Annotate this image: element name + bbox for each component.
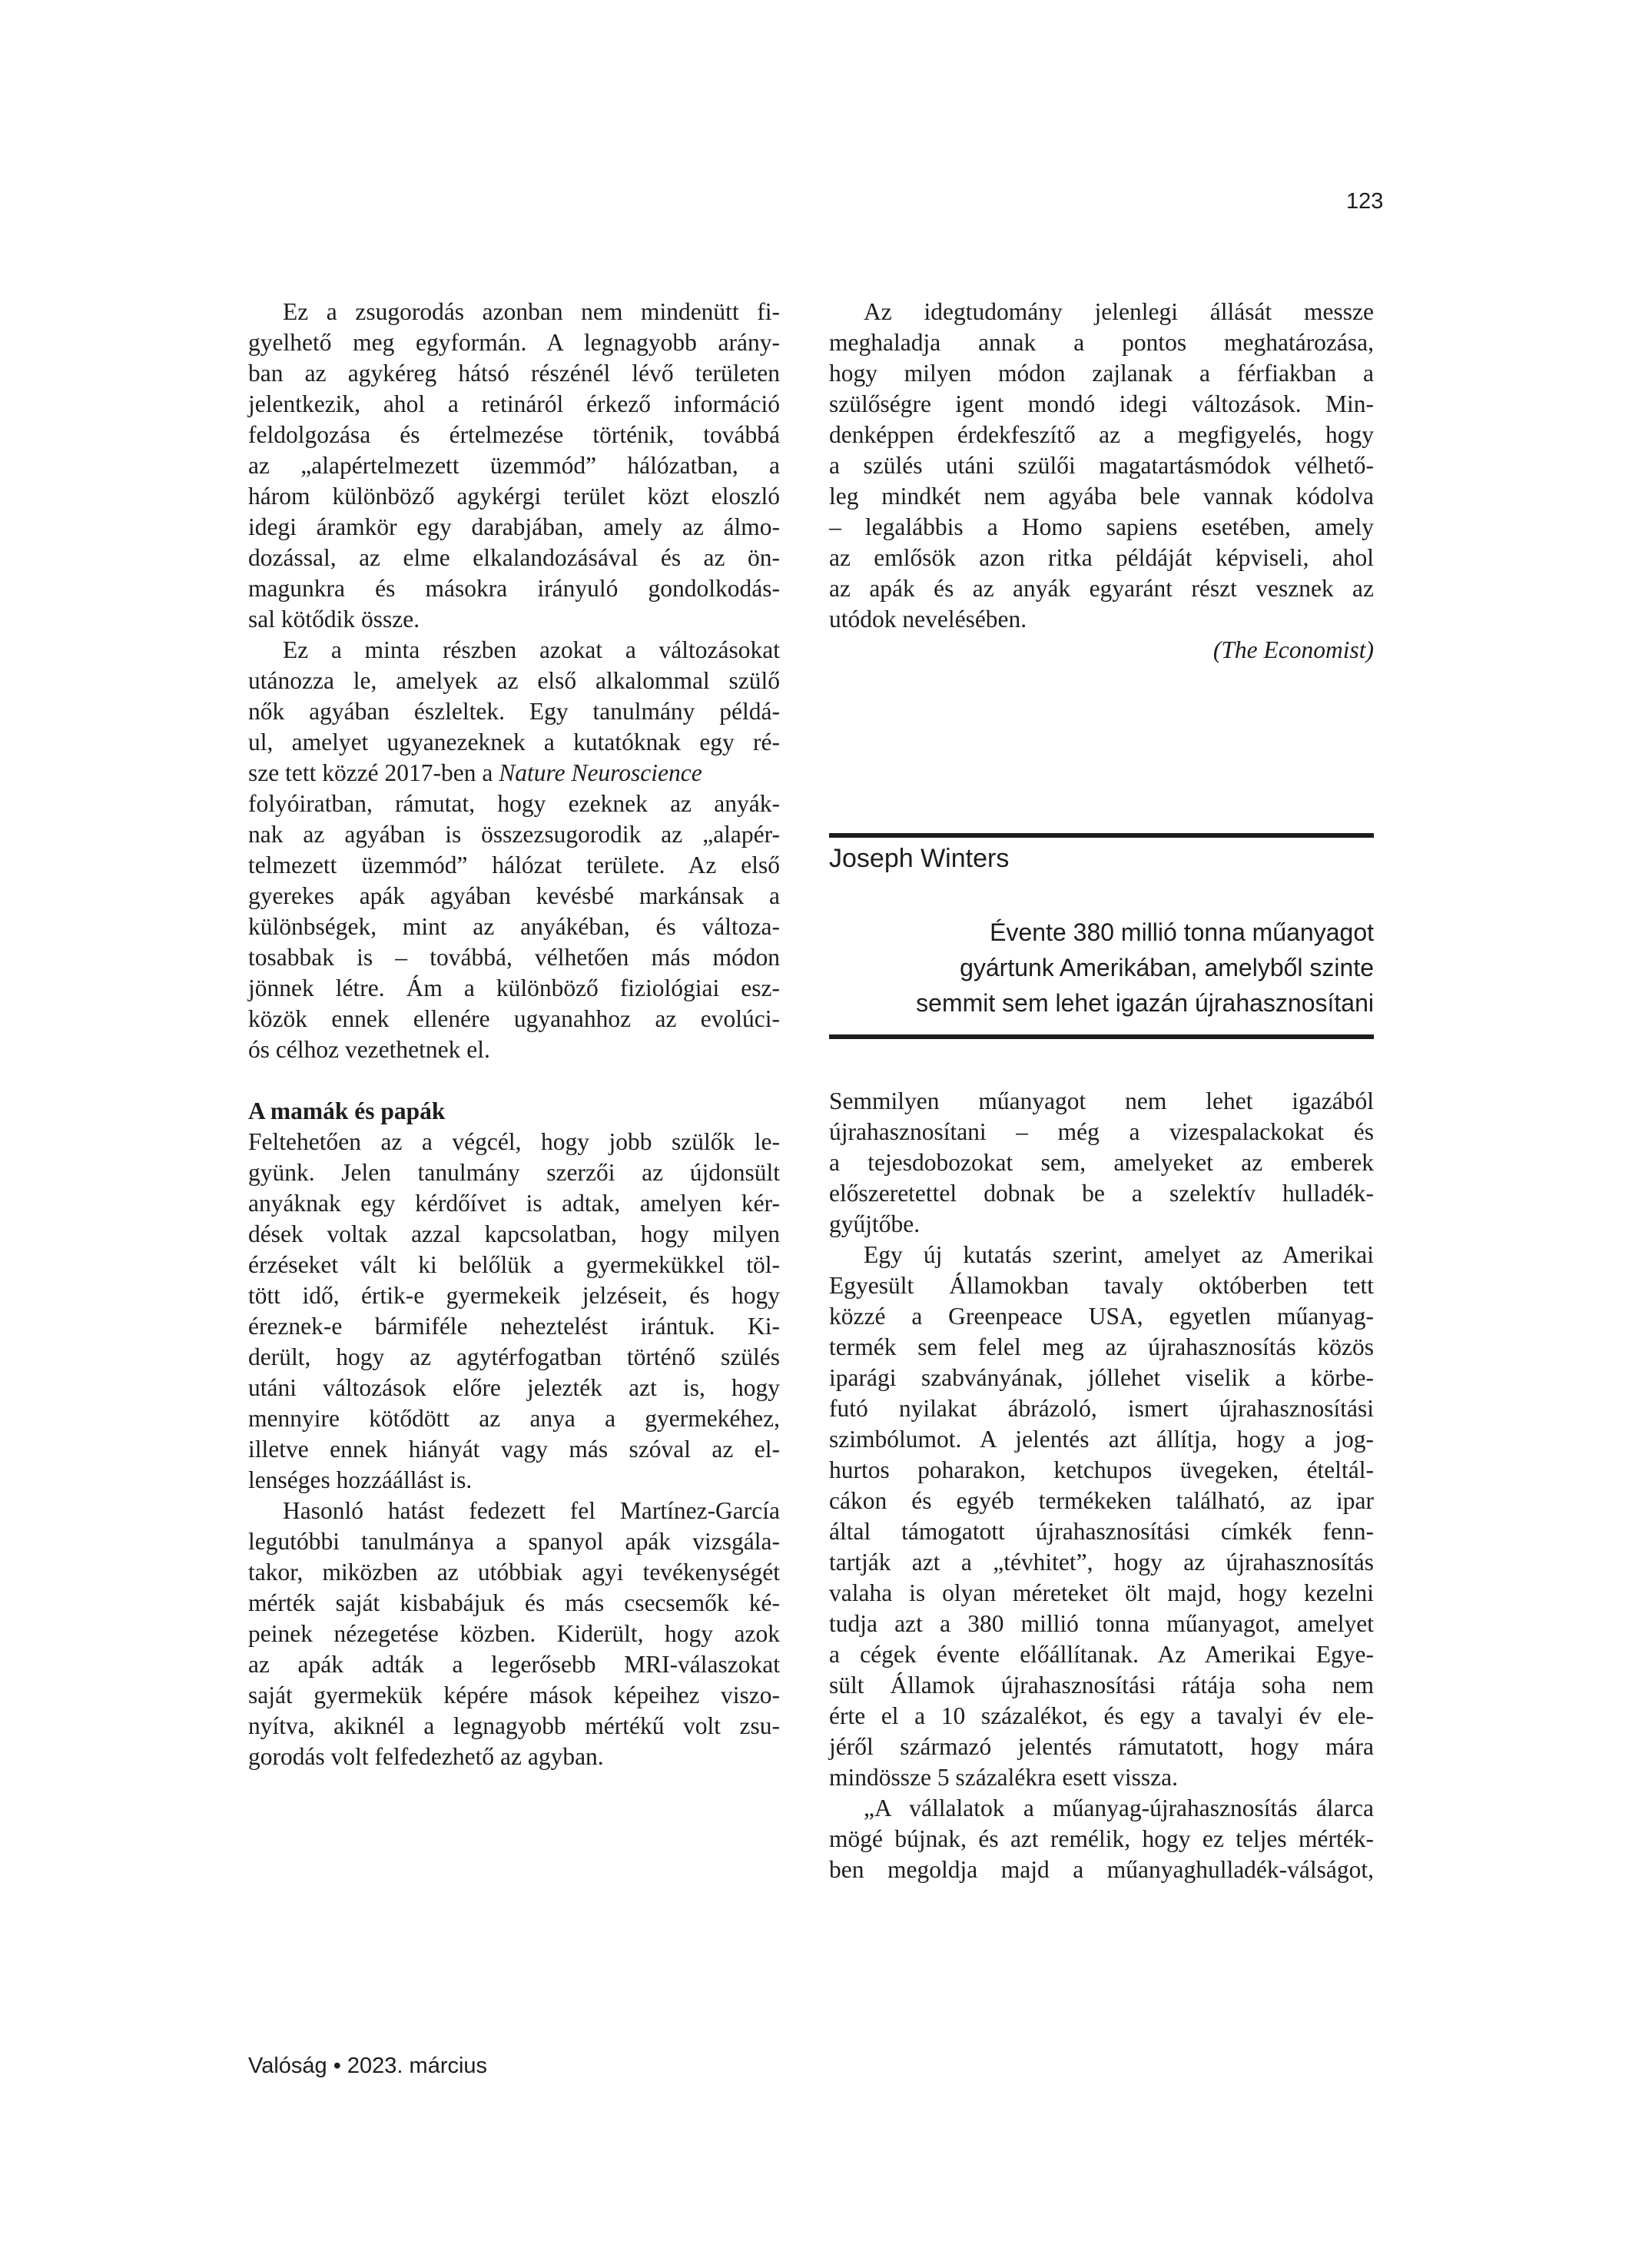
text-line: nyítva, akiknél a legnagyobb mértékű volt zsu- (248, 1712, 780, 1739)
text-line: tudja azt a 380 millió tonna műanyagot, amelyet (829, 1610, 1374, 1637)
text-line: a tejesdobozokat sem, amelyeket az emberek (829, 1149, 1374, 1176)
text-line: Semmilyen műanyagot nem lehet igazából (829, 1088, 1374, 1114)
subtitle-line: semmit sem lehet igazán újrahasznosítani (916, 989, 1374, 1017)
text-line: Egy új kutatás szerint, amelyet az Amerikai (864, 1241, 1374, 1268)
text-line: gyűjtőbe. (829, 1210, 920, 1237)
text-line: termék sem felel meg az újrahasznosítás közös (829, 1333, 1374, 1360)
text-line: derült, hogy az agytérfogatban történő szülés (248, 1343, 780, 1370)
text-line: lenséges hozzáállást is. (248, 1466, 473, 1493)
text-line: tartják azt a „tévhitet”, hogy az újrahasznosítás (829, 1549, 1374, 1576)
right-column (829, 297, 1374, 666)
source-citation: (The Economist) (1212, 636, 1374, 663)
text-line: legutóbbi tanulmánya a spanyol apák vizsgála- (248, 1528, 780, 1555)
text-line: gyünk. Jelen tanulmány szerzői az újdonsült (248, 1159, 780, 1186)
article-subtitle (829, 915, 1374, 1021)
text-line: meghaladja annak a pontos meghatározása, (829, 329, 1374, 356)
text-line: különbségek, mint az anyákéban, és változa- (248, 913, 780, 940)
text-fragment: sze tett közzé 2017-ben a (248, 759, 499, 786)
text-line: Feltehetően az a végcél, hogy jobb szülők le- (248, 1128, 780, 1155)
text-line: jönnek létre. Ám a különböző fiziológiai esz- (248, 975, 780, 1001)
paragraph (829, 1086, 1374, 1240)
text-line: leg mindkét nem agyába bele vannak kódolva (829, 483, 1374, 510)
footer-publication: Valóság • 2023. március (248, 2054, 488, 2078)
text-line: gyelhető meg egyformán. A legnagyobb arány- (248, 329, 780, 356)
text-line: nők agyában észleltek. Egy tanulmány példá- (248, 698, 780, 725)
text-line: ul, amelyet ugyanezeknek a kutatóknak egy ré- (248, 729, 780, 755)
subtitle-line: gyártunk Amerikában, amelyből szinte (960, 954, 1374, 981)
paragraph (829, 1240, 1374, 1793)
text-line: újrahasznosítani – még a vizespalackokat és (829, 1118, 1374, 1145)
text-line: az emlősök azon ritka példáját képviseli, ahol (829, 544, 1374, 571)
text-line: peinek nézegetése közben. Kiderült, hogy azok (248, 1620, 780, 1647)
text-line: gyerekes apák agyában kevésbé markánsak a (248, 882, 780, 909)
text-line: Az idegtudomány jelenlegi állását messze (864, 298, 1374, 325)
paragraph (248, 1496, 780, 1772)
text-line: közök ennek ellenére ugyanahhoz az evolúci- (248, 1005, 780, 1032)
text-line: takor, miközben az utóbbiak agyi tevékenységét (248, 1559, 780, 1586)
text-line: érzéseket vált ki belőlük a gyermekükkel töl- (248, 1251, 780, 1278)
text-line: Hasonló hatást fedezett fel Martínez-García (283, 1497, 780, 1524)
left-column (248, 297, 780, 1772)
text-line: sült Államok újrahasznosítási rátája soha nem (829, 1672, 1374, 1699)
text-line: dések voltak azzal kapcsolatban, hogy milyen (248, 1220, 780, 1247)
text-line: saját gyermekük képére mások képeihez viszo- (248, 1682, 780, 1708)
text-line: tosabbak is – továbbá, vélhetően más módon (248, 944, 780, 971)
text-line: gorodás volt felfedezhető az agyban. (248, 1743, 604, 1770)
text-line: mérték saját kisbabájuk és más csecsemők ké- (248, 1589, 780, 1616)
text-line: tött idő, értik-e gyermekeik jelzéseit, és hogy (248, 1282, 780, 1309)
paragraph (829, 297, 1374, 635)
text-line: telmezett üzemmód” hálózat területe. Az első (248, 852, 780, 878)
text-line: Ez a minta részben azokat a változásokat (283, 636, 780, 663)
text-line: anyáknak egy kérdőívet is adtak, amelyen kér- (248, 1190, 780, 1217)
text-line: ban az agykéreg hátsó részénél lévő területen (248, 360, 780, 387)
text-line: illetve ennek hiányát vagy más szóval az el- (248, 1436, 780, 1463)
text-line: előszeretettel dobnak be a szelektív hulladék- (829, 1180, 1374, 1207)
text-line: folyóiratban, rámutat, hogy ezeknek az anyák- (248, 790, 780, 817)
text-line: által támogatott újrahasznosítási címkék fenn- (829, 1518, 1374, 1545)
text-line: mögé bújnak, és azt remélik, hogy ez teljes mérték- (829, 1825, 1374, 1852)
text-line: mindössze 5 százalékra esett vissza. (829, 1764, 1178, 1791)
text-line: – legalábbis a Homo sapiens esetében, amely (829, 513, 1374, 540)
subtitle-line: Évente 380 millió tonna műanyagot (990, 918, 1374, 946)
text-line: hogy milyen módon zajlanak a férfiakban a (829, 360, 1374, 387)
text-line: Ez a zsugorodás azonban nem mindenütt fi- (283, 298, 780, 325)
text-line: az apák és az anyák egyaránt részt vesznek az (829, 575, 1374, 602)
paragraph (248, 1127, 780, 1496)
text-line: futó nyilakat ábrázoló, ismert újrahasznosítási (829, 1395, 1374, 1422)
text-line: „A vállalatok a műanyag-újrahasznosítás álarca (864, 1795, 1374, 1821)
text-line: közzé a Greenpeace USA, egyetlen műanyag- (829, 1303, 1374, 1330)
text-line: a cégek évente előállítanak. Az Amerikai Egye- (829, 1641, 1374, 1668)
text-line: iparági szabványának, jóllehet viselik a körbe- (829, 1364, 1374, 1391)
text-line: dozással, az elme elkalandozásával és az ön- (248, 544, 780, 571)
right-column-article (829, 1086, 1374, 1885)
paragraph (248, 635, 780, 1065)
text-line: feldolgozása és értelmezése történik, továbbá (248, 421, 780, 448)
text-line: az apák adták a legerősebb MRI-válaszokat (248, 1651, 780, 1678)
text-line: magunkra és másokra irányuló gondolkodás- (248, 575, 780, 602)
spacer (248, 1065, 780, 1096)
text-line: valaha is olyan méreteket ölt majd, hogy kezelni (829, 1579, 1374, 1606)
paragraph (829, 1793, 1374, 1885)
text-line: szülőségre igent mondó idegi változások. Min- (829, 390, 1374, 417)
text-line: hurtos poharakon, ketchupos üvegeken, ételtál- (829, 1456, 1374, 1483)
text-line (248, 758, 780, 789)
text-line: három különböző agykérgi terület közt eloszló (248, 483, 780, 510)
text-line: mennyire kötődött az anya a gyermekéhez, (248, 1405, 780, 1432)
text-line: ben megoldja majd a műanyaghulladék-válságot, (829, 1856, 1374, 1883)
text-line: denképpen érdekfeszítő az a megfigyelés, hogy (829, 421, 1374, 448)
text-line: nak az agyában is összezsugorodik az „alapér- (248, 821, 780, 848)
author-name: Joseph Winters (829, 844, 1010, 873)
text-line: utáni változások előre jelezték azt is, hogy (248, 1374, 780, 1401)
section-heading: A mamák és papák (248, 1097, 446, 1124)
page-number: 123 (1346, 189, 1384, 214)
text-line: jelentkezik, ahol a retináról érkező információ (248, 390, 780, 417)
text-line: ós célhoz vezethetnek el. (248, 1036, 490, 1063)
text-line: utánozza le, amelyek az első alkalommal szülő (248, 667, 780, 694)
text-line: Egyesült Államokban tavaly októberben tett (829, 1272, 1374, 1299)
text-line: utódok nevelésében. (829, 606, 1027, 633)
paragraph (248, 297, 780, 635)
text-line: érte el a 10 százalékot, és egy a tavalyi év ele- (829, 1702, 1374, 1729)
divider-rule (829, 833, 1374, 838)
text-line: cákon és egyéb termékeken található, az ipar (829, 1487, 1374, 1514)
text-line: jéről származó jelentés rámutatott, hogy mára (829, 1733, 1374, 1760)
text-line: sal kötődik össze. (248, 606, 420, 633)
text-line: az „alapértelmezett üzemmód” hálózatban, a (248, 452, 780, 479)
divider-rule (829, 1034, 1374, 1039)
text-line: idegi áramkör egy darabjában, amely az álmo- (248, 513, 780, 540)
text-line: a szülés utáni szülői magatartásmódok vélhető- (829, 452, 1374, 479)
journal-name: Nature Neuroscience (499, 759, 702, 786)
text-line: éreznek-e bármiféle neheztelést irántuk. Ki- (248, 1313, 780, 1340)
text-line: szimbólumot. A jelentés azt állítja, hogy a jog- (829, 1426, 1374, 1453)
